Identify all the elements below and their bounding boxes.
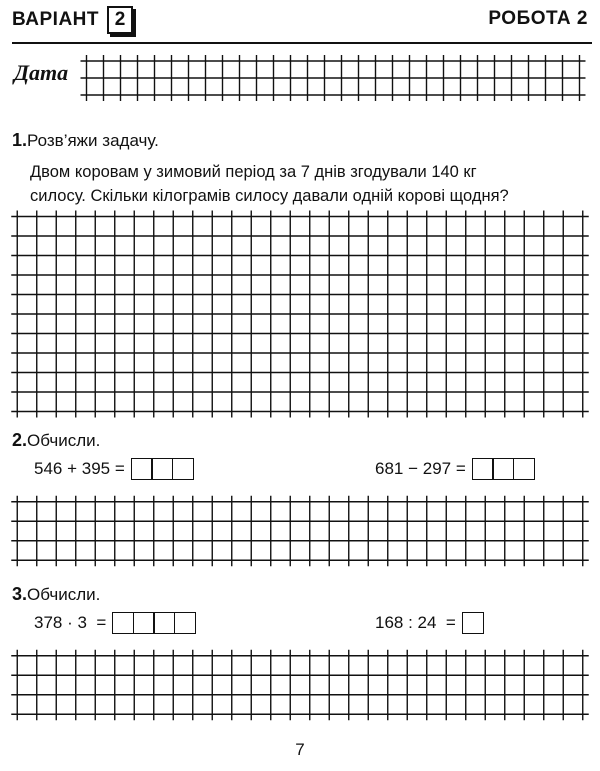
task-1-text xyxy=(30,160,590,208)
task-2-title-text: Обчисли. xyxy=(27,431,101,450)
task-1-title-text: Розв’яжи задачу. xyxy=(27,131,159,150)
task-3-title-text: Обчисли. xyxy=(27,585,101,604)
task-2-answer-grid[interactable] xyxy=(8,488,592,574)
work-label: РОБОТА 2 xyxy=(488,8,588,29)
variant-number-box: 2 xyxy=(107,6,133,34)
task-2-expression-1 xyxy=(34,458,194,480)
task-2-answer-1-box[interactable] xyxy=(131,458,194,480)
date-grid[interactable] xyxy=(76,48,590,108)
task-2-answer-2-box[interactable] xyxy=(472,458,535,480)
task-3-title xyxy=(12,584,100,605)
task-3-expression-1 xyxy=(34,612,196,634)
task-1-text-line-2: силосу. Скільки кілограмів силосу давали одній корові щодня? xyxy=(30,187,509,205)
task-3-expression-1-text: 378 · 3 = xyxy=(34,613,107,632)
task-3-answer-1-box[interactable] xyxy=(112,612,196,634)
date-label: Дата xyxy=(14,60,69,85)
variant-header xyxy=(12,6,133,34)
task-1-text-line-1: Двом коровам у зимовий період за 7 днів згодували 140 кг xyxy=(30,163,477,181)
task-3-expression-2 xyxy=(375,612,484,634)
task-3-expression-2-text: 168 : 24 = xyxy=(375,613,456,632)
task-2-expression-2 xyxy=(375,458,535,480)
task-3-number: 3. xyxy=(12,584,28,604)
task-2-title xyxy=(12,430,100,451)
task-3-answer-2-box[interactable] xyxy=(462,612,484,634)
header-divider xyxy=(12,42,592,44)
page-number: 7 xyxy=(295,740,305,759)
task-1-title xyxy=(12,130,159,151)
task-1-number: 1. xyxy=(12,130,28,150)
variant-label: ВАРІАНТ xyxy=(12,9,99,30)
task-2-number: 2. xyxy=(12,430,28,450)
task-1-answer-grid[interactable] xyxy=(8,210,592,418)
task-3-answer-grid[interactable] xyxy=(8,642,592,728)
task-2-expression-2-text: 681 − 297 = xyxy=(375,459,466,478)
task-2-expression-1-text: 546 + 395 = xyxy=(34,459,125,478)
